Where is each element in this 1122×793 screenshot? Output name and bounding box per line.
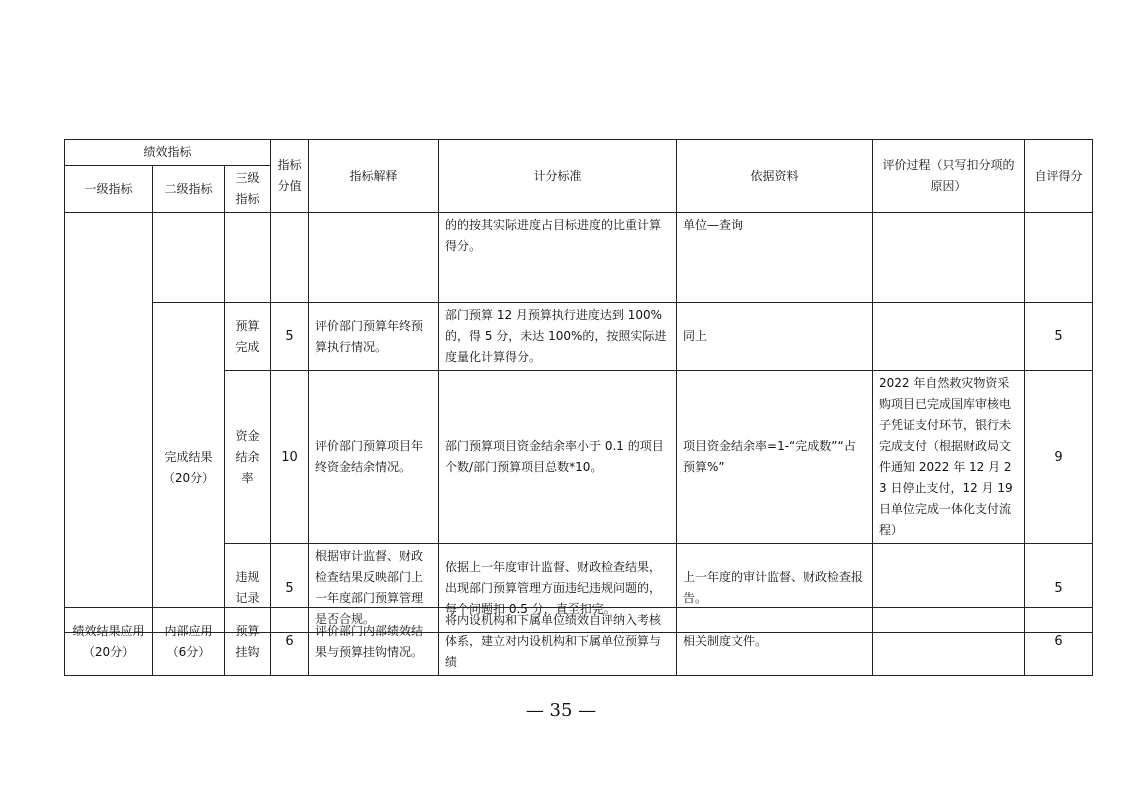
standard-cell: 部门预算 12 月预算执行进度达到 100%的，得 5 分，未达 100%的，按照实际进度量化计算得分。 [439, 303, 677, 371]
basis-cell: 上一年度的审计监督、财政检查报告。 [677, 544, 873, 633]
level3-cell [225, 213, 271, 303]
explanation-cell: 根据审计监督、财政检查结果反映部门上一年度部门预算管理是否合规。 [309, 544, 439, 633]
table-row [65, 213, 1093, 303]
page-number: — 35 — [525, 700, 597, 721]
header-score-value: 指标分值 [271, 140, 309, 213]
process-cell [873, 608, 1025, 676]
header-level1: 一级指标 [65, 166, 153, 213]
header-standard: 计分标准 [439, 140, 677, 213]
process-cell: 2022 年自然救灾物资采购项目已完成国库审核电子凭证支付环节，银行未完成支付（根据财政局文件通知 2022 年 12 月 23 日停止支付，12 月 19 日单位完成一体化支付流程） [873, 371, 1025, 544]
explanation-cell: 评价部门预算项目年终资金结余情况。 [309, 371, 439, 544]
process-cell [873, 303, 1025, 371]
score-cell: 5 [271, 303, 309, 371]
header-explanation: 指标解释 [309, 140, 439, 213]
level3-cell: 违规记录 [225, 544, 271, 633]
table-row [65, 608, 1093, 676]
self-score-cell [1025, 213, 1093, 303]
explanation-cell: 评价部门预算年终预算执行情况。 [309, 303, 439, 371]
header-perf-indicator: 绩效指标 [65, 140, 271, 166]
table-row [65, 303, 1093, 371]
standard-cell: 依据上一年度审计监督、财政检查结果，出现部门预算管理方面违纪违规问题的，每个问题扣 0.5 分，直至扣完。 [439, 544, 677, 633]
process-cell [873, 213, 1025, 303]
self-score-cell: 5 [1025, 544, 1093, 633]
level3-cell: 资金结余率 [225, 371, 271, 544]
level2-cell: 完成结果（20分） [153, 303, 225, 633]
basis-cell: 项目资金结余率=1-“完成数”“占预算%” [677, 371, 873, 544]
header-process: 评价过程（只写扣分项的原因） [873, 140, 1025, 213]
explanation-cell [309, 213, 439, 303]
performance-evaluation-table [64, 139, 1093, 633]
header-basis: 依据资料 [677, 140, 873, 213]
standard-cell: 的的按其实际进度占目标进度的比重计算得分。 [439, 213, 677, 303]
header-self-score: 自评得分 [1025, 140, 1093, 213]
header-level2: 二级指标 [153, 166, 225, 213]
performance-evaluation-table-last-row [64, 607, 1093, 676]
level1-cell-empty [65, 213, 153, 633]
self-score-cell: 6 [1025, 608, 1093, 676]
basis-cell: 同上 [677, 303, 873, 371]
standard-cell: 将内设机构和下属单位绩效自评纳入考核体系，建立对内设机构和下属单位预算与绩 [439, 608, 677, 676]
self-score-cell: 9 [1025, 371, 1093, 544]
self-score-cell: 5 [1025, 303, 1093, 371]
score-cell: 5 [271, 544, 309, 633]
score-cell: 10 [271, 371, 309, 544]
header-level3: 三级指标 [225, 166, 271, 213]
level3-cell: 预算挂钩 [225, 608, 271, 676]
header-row-1 [65, 140, 1093, 166]
standard-cell: 部门预算项目资金结余率小于 0.1 的项目个数/部门预算项目总数*10。 [439, 371, 677, 544]
basis-cell: 相关制度文件。 [677, 608, 873, 676]
level3-cell: 预算完成 [225, 303, 271, 371]
score-cell: 6 [271, 608, 309, 676]
level2-cell: 内部应用（6分） [153, 608, 225, 676]
level1-cell: 绩效结果应用（20分） [65, 608, 153, 676]
level2-cell [153, 213, 225, 303]
explanation-cell: 评价部门内部绩效结果与预算挂钩情况。 [309, 608, 439, 676]
basis-cell: 单位—查询 [677, 213, 873, 303]
score-cell [271, 213, 309, 303]
